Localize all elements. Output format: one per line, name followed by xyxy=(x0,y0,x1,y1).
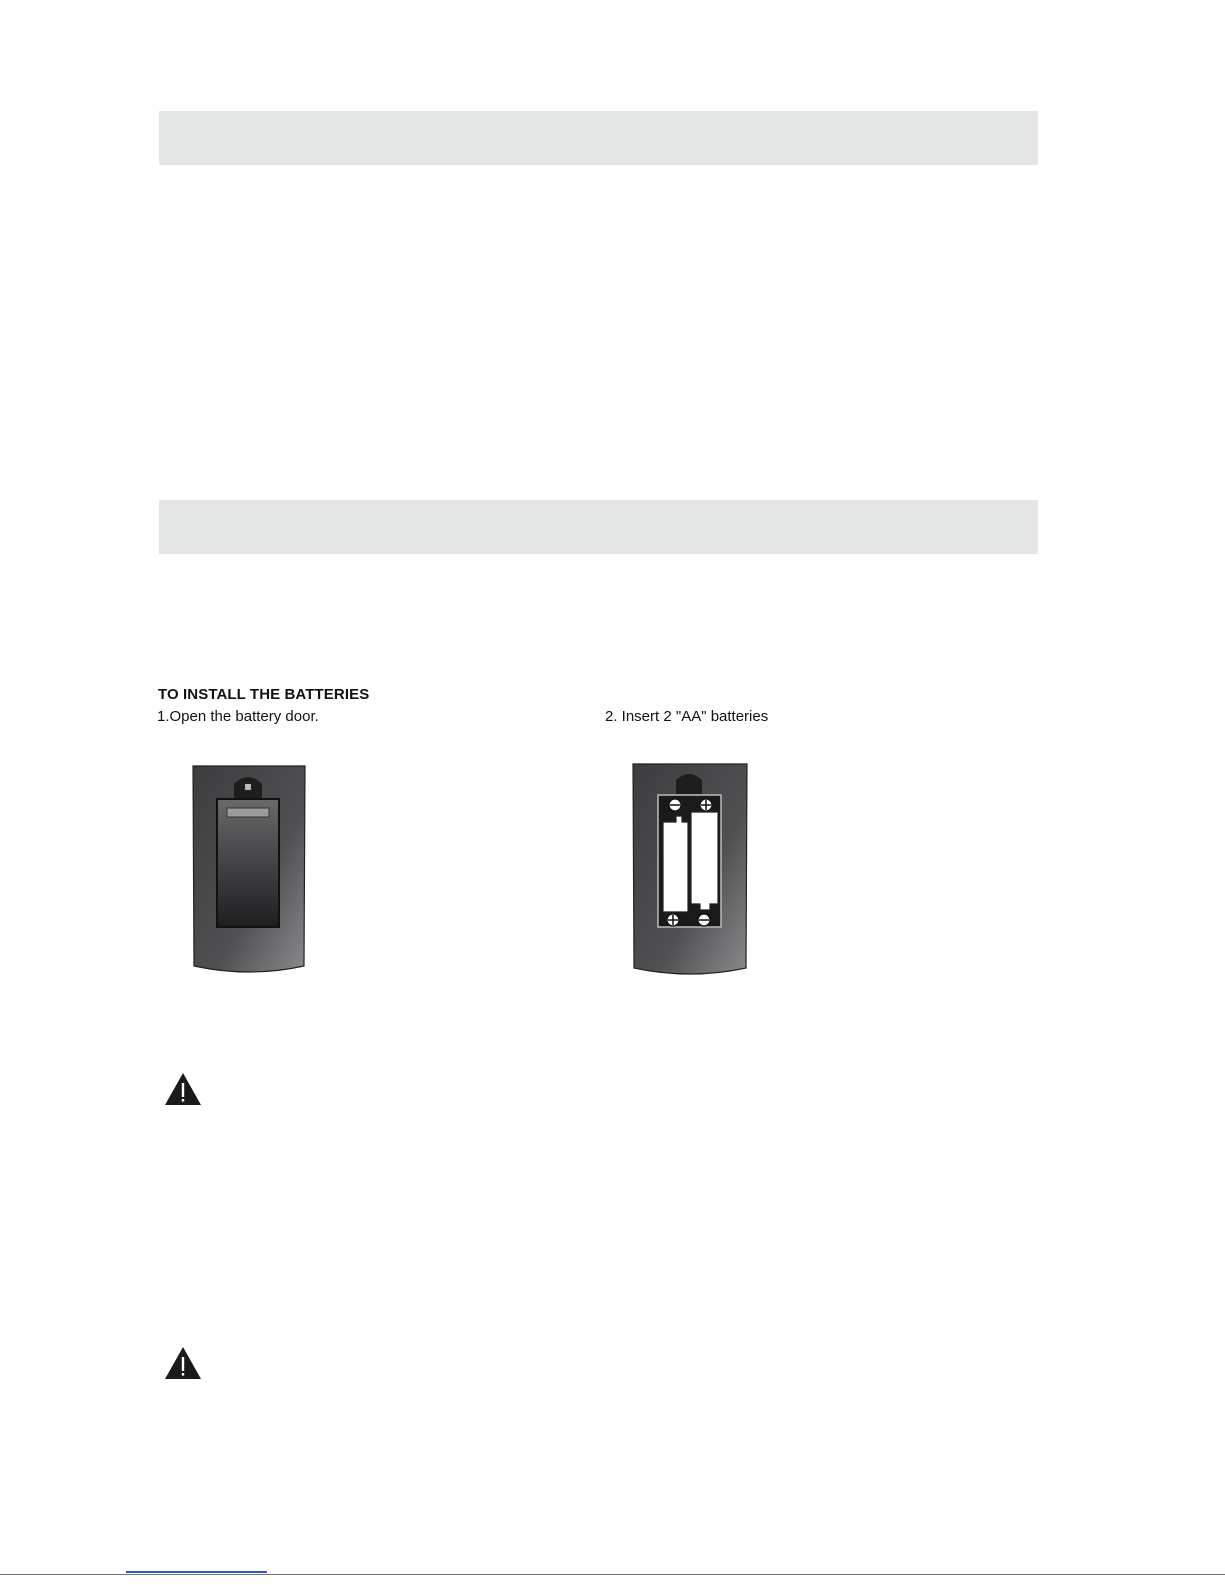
battery-door xyxy=(217,799,279,927)
door-grip xyxy=(227,808,269,817)
plus-icon xyxy=(667,914,679,926)
warning-icon xyxy=(164,1071,202,1107)
plus-icon xyxy=(700,799,712,811)
battery-slot-left xyxy=(663,816,688,912)
step-open-battery-door: 1.Open the battery door. xyxy=(157,708,319,725)
page-footer-rule xyxy=(0,1574,1225,1575)
latch-button xyxy=(245,784,251,790)
step-insert-batteries: 2. Insert 2 "AA" batteries xyxy=(605,708,769,725)
install-batteries-heading: TO INSTALL THE BATTERIES xyxy=(158,686,370,703)
battery-slot-right xyxy=(691,812,718,910)
section-header-band xyxy=(159,500,1038,554)
door-latch xyxy=(676,774,702,794)
footer-link-underline[interactable] xyxy=(126,1571,267,1573)
minus-icon xyxy=(698,914,710,926)
section-header-band xyxy=(159,111,1038,165)
minus-icon xyxy=(669,799,681,811)
remote-battery-door-illustration xyxy=(190,764,308,976)
warning-icon xyxy=(164,1345,202,1381)
remote-battery-compartment-illustration xyxy=(630,762,750,978)
